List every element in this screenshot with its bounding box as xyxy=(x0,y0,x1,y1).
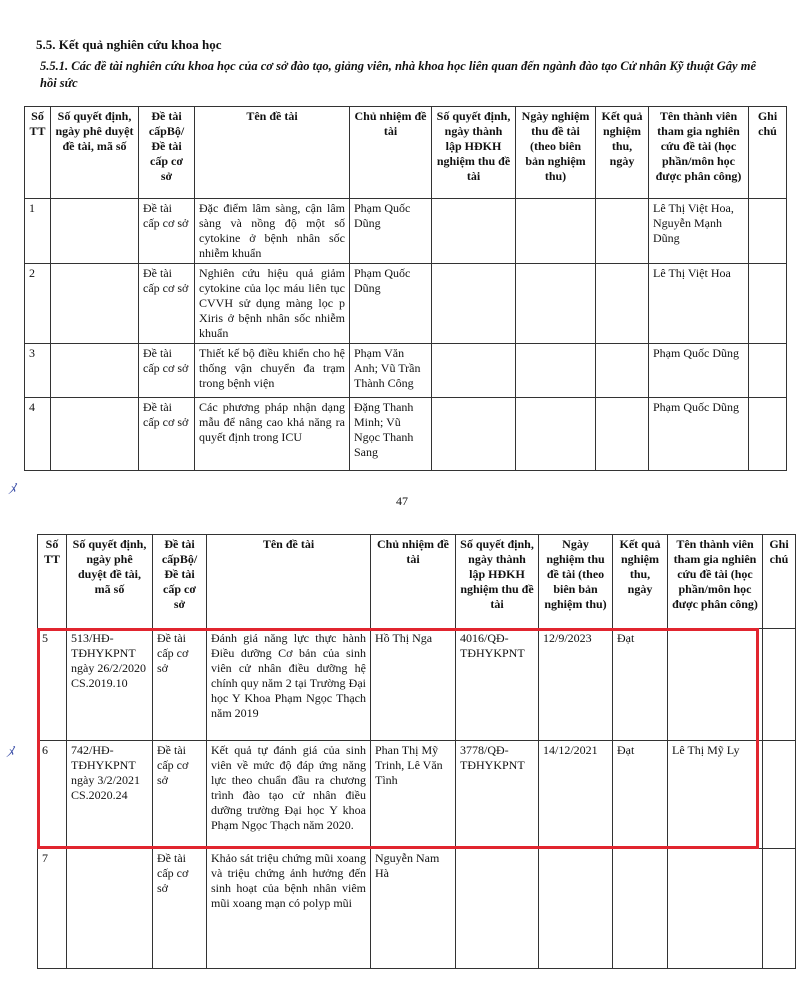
table-cell xyxy=(596,398,649,471)
table-cell: 3778/QĐ-TĐHYKPNT xyxy=(456,741,539,849)
table-cell: Đề tài cấp cơ sở xyxy=(153,849,207,969)
table-cell: Nghiên cứu hiệu quả giảm cytokine của lọc máu liên tục CVVH sử dụng màng lọc p Xiris ở bệnh nhân sốc nhiễm khuẩn xyxy=(195,264,350,344)
research-table-1 xyxy=(24,106,787,471)
table-cell: Lê Thị Mỹ Ly xyxy=(668,741,763,849)
table-cell xyxy=(516,398,596,471)
table-cell xyxy=(516,344,596,398)
header-lead: Chủ nhiệm đề tài xyxy=(371,535,456,629)
header-council: Số quyết định, ngày thành lập HĐKH nghiệm thu đề tài xyxy=(456,535,539,629)
table-cell xyxy=(596,264,649,344)
table-cell xyxy=(668,629,763,741)
table-row xyxy=(25,199,787,264)
section-subtitle: 5.5.1. Các đề tài nghiên cứu khoa học của cơ sở đào tạo, giảng viên, nhà khoa học liên quan đến ngành đào tạo Cử nhân Kỹ thuật Gây mê hồi sức xyxy=(40,59,756,90)
table-cell: Kết quả tự đánh giá của sinh viên về mức độ đáp ứng năng lực theo chuẩn đầu ra chương trình đào tạo cử nhân điều dưỡng trường Đại học Y khoa Phạm Ngọc Thạch năm 2020. xyxy=(207,741,371,849)
table-cell xyxy=(51,264,139,344)
table-cell: Đạt xyxy=(613,629,668,741)
header-result: Kết quả nghiệm thu, ngày xyxy=(596,107,649,199)
table-cell: 6 xyxy=(38,741,67,849)
table-cell: Phạm Quốc Dũng xyxy=(649,344,749,398)
table-cell xyxy=(432,398,516,471)
header-title: Tên đề tài xyxy=(195,107,350,199)
table-cell: Đề tài cấp cơ sở xyxy=(139,199,195,264)
table-cell: Phạm Quốc Dũng xyxy=(350,199,432,264)
table-cell: 12/9/2023 xyxy=(539,629,613,741)
table-cell xyxy=(749,199,787,264)
table-row xyxy=(25,264,787,344)
table-cell xyxy=(749,398,787,471)
table-1-header-row xyxy=(25,107,787,199)
handwritten-mark: ﾒ xyxy=(6,743,14,761)
table-cell xyxy=(668,849,763,969)
table-cell: Phạm Văn Anh; Vũ Trần Thành Công xyxy=(350,344,432,398)
header-council: Số quyết định, ngày thành lập HĐKH nghiệm thu đề tài xyxy=(432,107,516,199)
section-title: 5.5. Kết quả nghiên cứu khoa học xyxy=(36,37,222,52)
table-cell: 513/HĐ-TĐHYKPNT ngày 26/2/2020 CS.2019.10 xyxy=(67,629,153,741)
table-cell: Đề tài cấp cơ sở xyxy=(139,344,195,398)
table-cell: Thiết kế bộ điều khiển cho hệ thống vận chuyển đa trạm trong bệnh viện xyxy=(195,344,350,398)
table-cell: Phạm Quốc Dũng xyxy=(350,264,432,344)
header-result: Kết quả nghiệm thu, ngày xyxy=(613,535,668,629)
research-table-2 xyxy=(37,534,796,969)
table-row xyxy=(25,344,787,398)
table-cell: Nguyễn Nam Hà xyxy=(371,849,456,969)
header-stt: Số TT xyxy=(25,107,51,199)
page-number: 47 xyxy=(396,494,408,508)
table-cell: Khảo sát triệu chứng mũi xoang và triệu chứng ảnh hưởng đến sinh hoạt của bệnh nhân viêm mũi xoang mạn có polyp mũi xyxy=(207,849,371,969)
table-cell: Hồ Thị Nga xyxy=(371,629,456,741)
header-note: Ghi chú xyxy=(763,535,796,629)
header-level: Đề tài cấpBộ/ Đề tài cấp cơ sở xyxy=(139,107,195,199)
table-cell xyxy=(516,199,596,264)
table-cell: Lê Thị Việt Hoa, Nguyễn Mạnh Dũng xyxy=(649,199,749,264)
table-row xyxy=(38,849,796,969)
table-cell xyxy=(749,344,787,398)
table-cell: Các phương pháp nhận dạng mẫu để nâng cao khả năng ra quyết định trong ICU xyxy=(195,398,350,471)
table-2-header-row xyxy=(38,535,796,629)
table-row xyxy=(38,629,796,741)
table-cell xyxy=(51,344,139,398)
table-cell: 742/HĐ-TĐHYKPNT ngày 3/2/2021 CS.2020.24 xyxy=(67,741,153,849)
table-cell: Đề tài cấp cơ sở xyxy=(139,398,195,471)
table-cell: Phan Thị Mỹ Trinh, Lê Văn Tình xyxy=(371,741,456,849)
table-cell xyxy=(596,199,649,264)
header-lead: Chủ nhiệm đề tài xyxy=(350,107,432,199)
table-cell xyxy=(51,199,139,264)
table-cell: 5 xyxy=(38,629,67,741)
table-cell xyxy=(432,199,516,264)
handwritten-mark: ﾒ xyxy=(8,480,16,498)
table-cell: 7 xyxy=(38,849,67,969)
header-members: Tên thành viên tham gia nghiên cứu đề tài (học phần/môn học được phân công) xyxy=(649,107,749,199)
table-cell: Đặng Thanh Minh; Vũ Ngọc Thanh Sang xyxy=(350,398,432,471)
table-cell xyxy=(516,264,596,344)
table-cell: Đặc điểm lâm sàng, cận lâm sàng và nồng độ một số cytokine ở bệnh nhân sốc nhiễm khuẩn xyxy=(195,199,350,264)
table-cell xyxy=(539,849,613,969)
table-cell xyxy=(763,849,796,969)
header-decision: Số quyết định, ngày phê duyệt đề tài, mã số xyxy=(67,535,153,629)
table-cell xyxy=(763,741,796,849)
header-level: Đề tài cấpBộ/ Đề tài cấp cơ sở xyxy=(153,535,207,629)
table-cell xyxy=(432,264,516,344)
header-accept-date: Ngày nghiệm thu đề tài (theo biên bản nghiệm thu) xyxy=(516,107,596,199)
table-cell: 3 xyxy=(25,344,51,398)
table-cell: Phạm Quốc Dũng xyxy=(649,398,749,471)
table-cell xyxy=(749,264,787,344)
table-cell xyxy=(432,344,516,398)
table-cell: Đề tài cấp cơ sở xyxy=(139,264,195,344)
table-row xyxy=(25,398,787,471)
table-cell: 4016/QĐ-TĐHYKPNT xyxy=(456,629,539,741)
table-row xyxy=(38,741,796,849)
header-stt: Số TT xyxy=(38,535,67,629)
table-cell: Đánh giá năng lực thực hành Điều dưỡng Cơ bản của sinh viên cử nhân điều dưỡng hệ chính quy năm 2 tại Trường Đại học Y Khoa Phạm Ngọc Thạch năm 2019 xyxy=(207,629,371,741)
table-cell: 2 xyxy=(25,264,51,344)
table-cell xyxy=(456,849,539,969)
header-accept-date: Ngày nghiệm thu đề tài (theo biên bản nghiệm thu) xyxy=(539,535,613,629)
header-note: Ghi chú xyxy=(749,107,787,199)
header-decision: Số quyết định, ngày phê duyệt đề tài, mã số xyxy=(51,107,139,199)
table-cell: 14/12/2021 xyxy=(539,741,613,849)
table-cell: Đề tài cấp cơ sở xyxy=(153,741,207,849)
table-cell xyxy=(51,398,139,471)
table-cell: 4 xyxy=(25,398,51,471)
table-cell xyxy=(596,344,649,398)
table-cell xyxy=(67,849,153,969)
table-cell: 1 xyxy=(25,199,51,264)
table-cell xyxy=(613,849,668,969)
header-title: Tên đề tài xyxy=(207,535,371,629)
table-cell: Đạt xyxy=(613,741,668,849)
table-cell: Đề tài cấp cơ sở xyxy=(153,629,207,741)
header-members: Tên thành viên tham gia nghiên cứu đề tài (học phần/môn học được phân công) xyxy=(668,535,763,629)
table-cell: Lê Thị Việt Hoa xyxy=(649,264,749,344)
table-cell xyxy=(763,629,796,741)
